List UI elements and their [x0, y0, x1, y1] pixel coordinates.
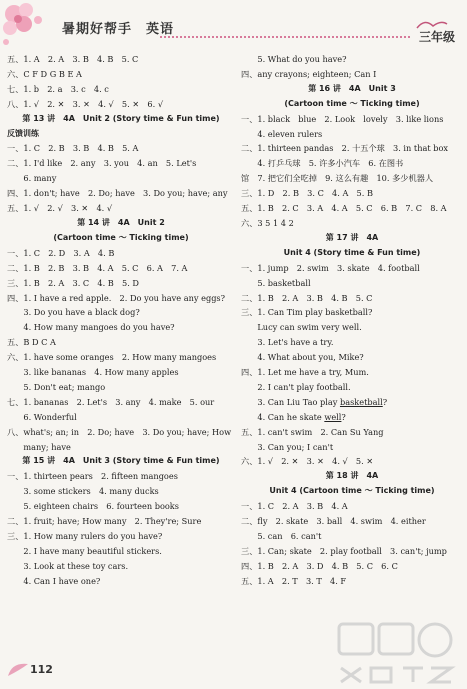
answer-line: 二、1. B 2. B 3. B 4. A 5. C 6. A 7. A — [7, 262, 188, 273]
answer-line: 3. Look at these toy cars. — [7, 560, 129, 571]
page-number: 112 — [30, 663, 53, 676]
answer-line: 一、1. C 2. A 3. B 4. A — [241, 501, 348, 512]
answer-line: 馆 7. 把它们全吃掉 9. 这么有趣 10. 多少机器人 — [241, 173, 434, 184]
answer-line: 四、1. Let me have a try, Mum. — [241, 367, 369, 378]
answer-line: 五、1. can't swim 2. Can Su Yang — [241, 426, 384, 437]
answer-line: 5. Don't eat; mango — [7, 381, 106, 392]
answer-line: 六、3 5 1 4 2 — [241, 217, 294, 228]
answer-line: 三、1. Can Tim play basketball? — [241, 307, 373, 318]
answer-line: 一、1. jump 2. swim 3. skate 4. football — [241, 262, 420, 273]
section-heading: Unit 4 (Story time & Fun time) — [283, 247, 421, 257]
answer-line: 一、1. C 2. B 3. B 4. B 5. A — [7, 143, 139, 154]
answer-line: 二、1. fruit; have; How many 2. They're; Sure — [7, 516, 202, 527]
page-header — [0, 0, 467, 52]
right-answer-column — [241, 52, 463, 589]
subsection-label: 反馈训练 — [7, 128, 39, 138]
answer-line: 5. can 6. can't — [241, 531, 322, 541]
answer-line: 4. Can I have one? — [7, 575, 101, 586]
section-heading: 第 18 讲 4A — [325, 471, 379, 481]
answer-line: 七、1. b 2. a 3. c 4. c — [7, 83, 109, 94]
answer-line: 二、1. thirteen pandas 2. 十五个球 3. in that box — [241, 143, 449, 154]
section-heading: 第 15 讲 4A Unit 3 (Story time & Fun time) — [22, 456, 220, 466]
answer-line: 五、1. √ 2. √ 3. ✕ 4. √ — [7, 203, 113, 214]
answer-line: 4. 打乒乓球 5. 许多小汽车 6. 在图书 — [241, 158, 404, 169]
answer-line: 5. basketball — [241, 277, 311, 288]
watermark-logo-icon — [331, 616, 461, 686]
answer-line: 三、1. Can; skate 2. play football 3. can't; jump — [241, 545, 447, 556]
answer-line: 3. Can Liu Tao play basketball? — [241, 396, 388, 407]
section-heading: 第 14 讲 4A Unit 2 — [77, 217, 165, 227]
answer-line: 5. What do you have? — [241, 54, 347, 64]
answer-line: 4. How many mangoes do you have? — [7, 322, 175, 333]
answer-line: 七、1. bananas 2. Let's 3. any 4. make 5. our — [7, 396, 215, 407]
answer-line: 4. What about you, Mike? — [241, 352, 364, 363]
answer-line: 6. Wonderful — [7, 411, 77, 422]
left-answer-column — [7, 52, 235, 589]
answer-line: 三、1. D 2. B 3. C 4. A 5. B — [241, 188, 373, 199]
answer-line: 6. many — [7, 173, 57, 184]
answer-line: 3. some stickers 4. many ducks — [7, 486, 159, 497]
answer-line: 四、1. I have a red apple. 2. Do you have any eggs? — [7, 292, 226, 303]
answer-line: 五、B D C A — [7, 337, 56, 348]
answer-line: 八、what's; an; in 2. Do; have 3. Do you; have; How — [7, 426, 232, 437]
grade-label: 三年级 — [418, 30, 455, 44]
section-heading: 第 16 讲 4A Unit 3 — [308, 83, 396, 93]
answer-line: 一、1. thirteen pears 2. fifteen mangoes — [7, 471, 178, 482]
section-heading: (Cartoon time ～ Ticking time) — [53, 232, 189, 242]
answer-line: 一、1. C 2. D 3. A 4. B — [7, 247, 115, 258]
answer-line: 3. like bananas 4. How many apples — [7, 367, 179, 378]
answer-line: 3. Can you; I can't — [241, 441, 334, 452]
answer-line: 5. eighteen chairs 6. fourteen books — [7, 501, 179, 512]
answer-line: 六、C F D G B E A — [7, 68, 82, 79]
answer-line: 二、1. I'd like 2. any 3. you 4. an 5. Let's — [7, 158, 197, 169]
answer-line: 四、1. B 2. A 3. D 4. B 5. C 6. C — [241, 560, 398, 571]
answer-line: 一、1. black blue 2. Look lovely 3. like lions — [241, 113, 444, 124]
answer-line: 六、1. √ 2. ✕ 3. ✕ 4. √ 5. ✕ — [241, 456, 374, 467]
header-dotted-line — [160, 36, 410, 38]
section-heading: (Cartoon time ～ Ticking time) — [284, 98, 420, 108]
answer-line: 四、1. don't; have 2. Do; have 3. Do you; have; any — [7, 188, 228, 199]
answer-line: 2. I can't play football. — [241, 381, 351, 392]
page-leaf-icon — [6, 660, 30, 678]
answer-line: 二、1. B 2. A 3. B 4. B 5. C — [241, 292, 373, 303]
answer-line: 2. I have many beautiful stickers. — [7, 545, 162, 556]
answer-line: 四、any crayons; eighteen; Can I — [241, 68, 377, 79]
answer-line: 三、1. How many rulers do you have? — [7, 531, 163, 541]
answer-line: 4. Can he skate well? — [241, 411, 346, 422]
answer-line: 4. eleven rulers — [241, 128, 323, 139]
answer-line: 3. Let's have a try. — [241, 337, 334, 348]
answer-line: Lucy can swim very well. — [241, 322, 362, 333]
answer-line: 3. Do you have a black dog? — [7, 307, 140, 318]
answer-line: 五、1. A 2. T 3. T 4. F — [241, 575, 347, 586]
answer-line: 二、fly 2. skate 3. ball 4. swim 4. either — [241, 516, 426, 527]
section-heading: 第 13 讲 4A Unit 2 (Story time & Fun time) — [22, 113, 220, 123]
answer-line: 五、1. A 2. A 3. B 4. B 5. C — [7, 54, 139, 64]
section-heading: 第 17 讲 4A — [325, 232, 379, 242]
flower-decoration-icon — [0, 0, 60, 52]
answer-line: many; have — [7, 441, 71, 452]
answer-line: 三、1. B 2. A 3. C 4. B 5. D — [7, 277, 139, 288]
answer-line: 六、1. have some oranges 2. How many mangoes — [7, 352, 217, 363]
answer-line: 五、1. B 2. C 3. A 4. A 5. C 6. B 7. C 8. A — [241, 203, 447, 214]
section-heading: Unit 4 (Cartoon time ～ Ticking time) — [269, 486, 435, 496]
book-title: 暑期好帮手 英语 — [62, 22, 175, 37]
answer-line: 八、1. √ 2. ✕ 3. ✕ 4. √ 5. ✕ 6. √ — [7, 98, 164, 109]
